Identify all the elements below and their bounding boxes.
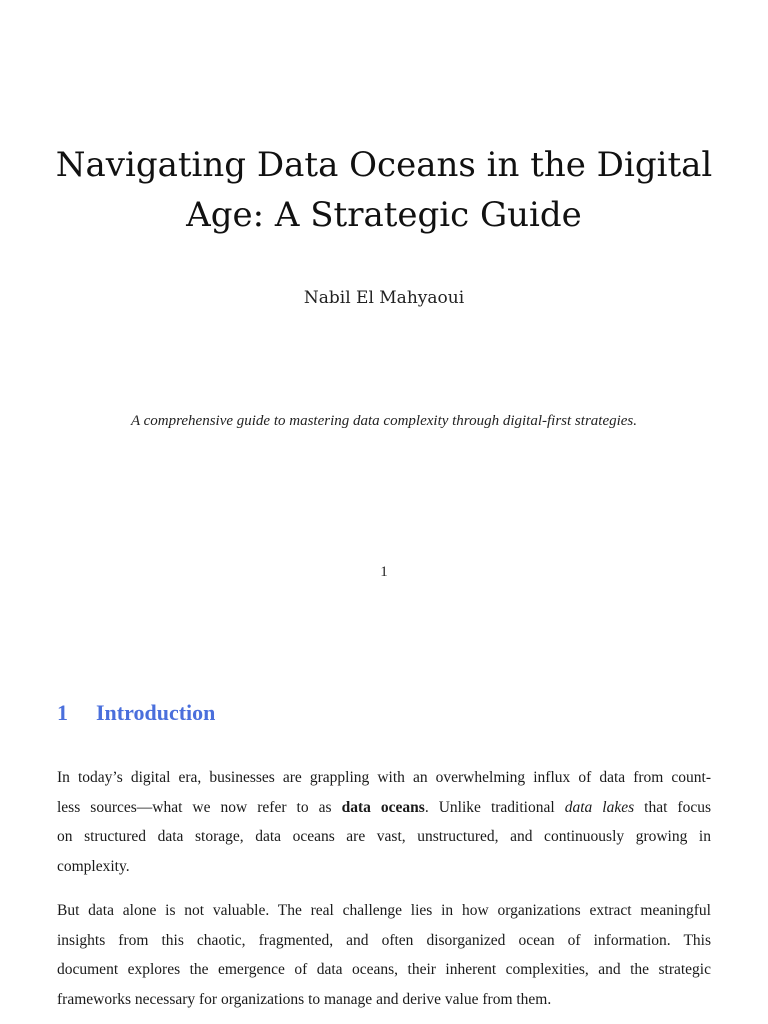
- author-name: Nabil El Mahyaoui: [303, 288, 465, 308]
- paragraph-1-line-3: on structured data storage, data oceans are vast, unstructured, and continuously growing in: [57, 828, 711, 845]
- section-title: Introduction: [96, 700, 216, 725]
- title-line-2: Age: A Strategic Guide: [186, 195, 582, 235]
- paragraph-2-line-1: But data alone is not valuable. The real challenge lies in how organizations extract meaningful: [57, 902, 711, 919]
- bold-term-data-oceans: data oceans: [341, 798, 425, 816]
- abstract-text: A comprehensive guide to mastering data complexity through digital-first strategies.: [130, 413, 638, 429]
- section-heading-introduction: [57, 698, 215, 728]
- line-text: . Unlike traditional: [424, 798, 565, 816]
- paragraph-1: [57, 763, 711, 881]
- line-text: that focus: [634, 798, 712, 816]
- paragraph-2-line-4: frameworks necessary for organizations to manage and derive value from them.: [57, 990, 552, 1008]
- paragraph-1-line-2: [57, 793, 711, 823]
- paragraph-1-line-4: complexity.: [57, 857, 130, 875]
- paragraph-2-line-2: insights from this chaotic, fragmented, and often disorganized ocean of information. This: [57, 931, 711, 949]
- document-title: [40, 140, 728, 240]
- paragraph-2: [57, 896, 711, 1014]
- title-line-1: Navigating Data Oceans in the Digital: [55, 145, 713, 185]
- page-number: 1: [380, 564, 388, 580]
- line-text: less sources—what we now refer to as: [57, 798, 342, 816]
- paragraph-1-line-1: In today’s digital era, businesses are grappling with an overwhelming influx of data from count-: [57, 769, 711, 786]
- italic-term-data-lakes: data lakes: [564, 798, 635, 816]
- paragraph-2-line-3: document explores the emergence of data oceans, their inherent complexities, and the strategic: [57, 961, 711, 978]
- section-number: 1: [57, 700, 68, 725]
